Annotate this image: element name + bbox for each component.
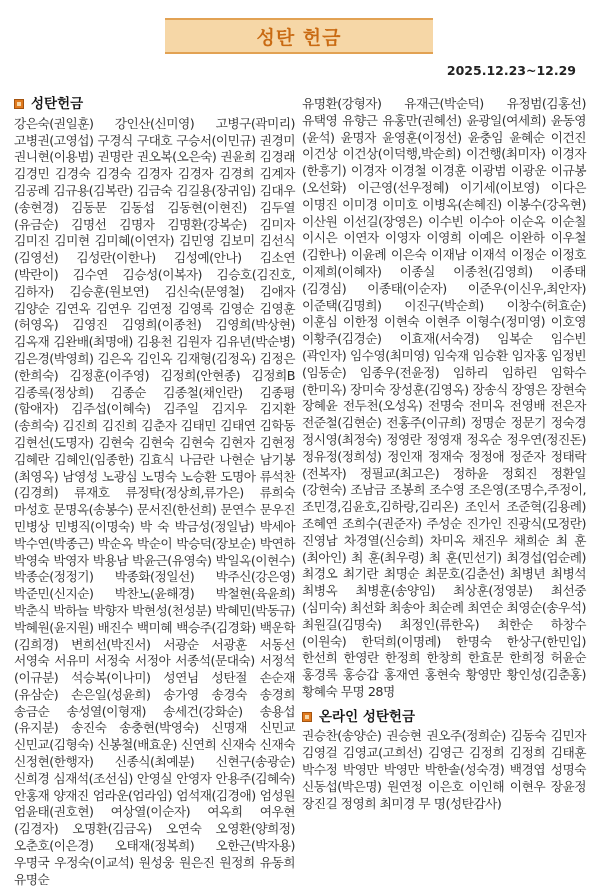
right-column <box>302 96 586 812</box>
section-heading-label: 성탄헌금 <box>31 96 84 112</box>
left-column <box>14 96 295 888</box>
square-bullet-icon <box>302 712 312 722</box>
donor-list-christmas-part1: 강은숙(권일훈) 강인산(신미영) 고병구(곽미리) 고병권(고영섭) 구경식 구대호 구승서(이민규) 권경미 권니현(이용범) 권명란 권오복(오은숙) 권윤희 김경래 김경민 김경숙 김경숙 김경자 김경자 김경희 김계자 김공례 김규용(김복란) 김금숙 김길용(장귀임) 김대우(송현경) 김동문 김동섭 김동현(이현진) 김두열(유금순) 김명선 김명자 김명환(강복순) 김미자 김미진 김미현 김미혜(이연자) 김민영 김보미 김선식(김영선) 김성란(이한나) 김성예(안나) 김소연(박란이) 김수연 김승성(이복자) 김승호(김진호,김하자) 김승훈(원보연) 김신숙(문영철) 김애자 김양순 김연옥 김연우 김연정 김영록 김영순 김영훈(허영옥) 김영진 김영희(이종천) 김영희(박상현) 김옥재 김완배(최명애) 김용천 김원자 김유년(박순병) 김은경(박영희) 김은옥 김인옥 김재형(김정옥) 김정은(한희숙) 김정훈(이주영) 김정희(안현종) 김정희B 김종록(정상희) 김종순 김종철(채인란) 김종평(함애자) 김주섭(이혜숙) 김주일 김지우 김지환(송희숙) 김진희 김진희 김춘자 김태민 김태연 김학동 김현선(도명자) 김현숙 김현숙 김현숙 김현자 김현정 김혜란 김혜인(임종한) 김효식 나금란 나현순 남기봉(최영옥) 남영성 노광심 노명숙 노승환 도명아 류석찬(김경희) 류재호 류정탁(정상희,류가은) 류희숙 마성호 문명옥(송봉수) 문서진(한선희) 문연수 문우진 민병상 민병직(이명숙) 박 숙 박금성(정일남) 박세아 박수연(박종근) 박순옥 박순이 박승덕(장보순) 박연하 박영숙 박영자 박용남 박윤근(유영숙) 박일옥(이현수) 박종순(정정기) 박종화(정일선) 박주신(강은영) 박준민(신지순) 박찬노(윤해경) 박철현(육윤희) 박춘식 박하늘 박향자 박현성(천성분) 박혜민(박동규) 박혜원(윤지원) 배진수 백미혜 백승주(김경화) 백운학(김희경) 변희선(박진서) 서광순 서광훈 서동선 서영숙 서유미 서정숙 서정아 서종석(문대숙) 서정석(이규분) 석승복(이나미) 성연님 성탄절 손순재(유삼순) 손은일(성윤희) 송가영 송경숙 송경희 송금순 송성열(이형재) 송세건(강화순) 송용섭(유지분) 송진숙 송충현(박영숙) 신명재 신민교 신민교(김형숙) 신봉철(배효운) 신연희 신재숙 신재숙 신정현(한행자) 신종식(최예분) 신현구(송광순) 신희경 심재석(조선심) 안영실 안영자 안용주(김혜숙) 안홍재 양재진 엄라운(엄라임) 엄석재(김경애) 엄성원 엄윤태(권호현) 여상열(이순자) 여옥희 여우현(김경자) 오명환(김금옥) 오연숙 오영환(양희정) 오춘호(이은경) 오태재(정복희) 오한근(박자용) 우명국 우정숙(이교석) 원성웅 원은진 원정희 유동희 유명순 <box>14 115 295 887</box>
page-title: 성탄 헌금 <box>256 26 342 49</box>
section-heading-christmas <box>14 96 295 113</box>
donor-list-christmas-part2: 유명환(강형자) 유재근(박순덕) 유정범(김홍선) 유택영 유향근 유홍만(권혜선) 윤광일(여세희) 윤동영(윤석) 윤명자 윤영훈(이정선) 윤충임 윤혜순 이건진 이건상 이건상(이덕행,박순희) 이건행(최미자) 이경자(한흥기) 이경자 이경철 이경훈 이광범 이광운 이규봉(오선화) 이근영(선우정혜) 이기세(이보영) 이다은 이명진 이미경 이미호 이병옥(손혜진) 이봉수(강옥현) 이산원 이선길(장영은) 이수빈 이수아 이순옥 이순칠 이시은 이연자 이영자 이영희 이예은 이완하 이우철(김한나) 이윤례 이은숙 이재남 이재석 이정순 이정호 이제희(이혜자) 이종실 이종천(김영희) 이종태(김경심) 이종태(이순자) 이준우(이신우,최안자) 이준택(김명희) 이진구(박순희) 이창수(허효순) 이훈심 이한정 이현숙 이현주 이형수(정미영) 이호영 이황주(김경순) 이효재(서숙경) 임복순 임수빈(곽인자) 임수영(최미영) 임숙재 임승환 임자홍 임정빈(임동순) 임종우(전윤정) 임하리 임하린 임학수(한미옥) 장미숙 장성훈(김영옥) 장송식 장영은 장현숙 장혜윤 전두천(오성옥) 전명숙 전미옥 전영배 전은자 전준철(김현순) 전홍주(이규희) 정명순 정문기 정숙경 정시영(최정숙) 정영란 정영재 정옥순 정우연(정진돈) 정유정(정희성) 정인재 정재숙 정정애 정준자 정태락(전복자) 정필교(최고은) 정하윤 정회진 정환일(강현숙) 조남금 조봉희 조수영 조은영(조명수,주정이,조민경,김윤호,김하랑,김리온) 조인서 조준혁(김용례) 조혜연 조희수(권준자) 주성순 진가인 진광식(모정란) 진영남 차경열(신승희) 차미옥 채진우 채희순 최 훈(최아인) 최 훈(최우령) 최 훈(민선기) 최경섭(엄순례) 최경오 최기란 최명순 최문호(김춘선) 최병년 최병석 최병옥 최병훈(송양임) 최상훈(정영분) 최선중(심미숙) 최선화 최송아 최순례 최연순 최영순(송우석) 최원길(김명숙) 최정인(류한옥) 최한순 하창수(이원숙) 한덕희(이명례) 한명숙 한상구(한민입) 한선희 한영란 한정희 한창희 한효문 한희정 허윤순 홍경록 홍승갑 홍재연 홍현숙 황영만 황인성(김춘홍) 황혜숙 무명 28명 <box>302 96 586 699</box>
donor-list-online: 권승찬(송양순) 권승현 권오주(정희순) 김동숙 김민자 김영걸 김영교(고희선) 김영근 김정희 김정희 김태훈 박수정 박영만 박영만 박한솔(성숙경) 백경엽 성명숙 신동섭(박은명) 원연정 이은호 이인해 이현우 장윤정 장진길 정영희 최미경 무 명(성탄감사) <box>302 728 586 811</box>
square-bullet-icon <box>14 99 24 109</box>
section-heading-online <box>302 709 586 726</box>
date-range: 2025.12.23~12.29 <box>446 63 576 78</box>
title-banner <box>165 18 433 54</box>
section-heading-label: 온라인 성탄헌금 <box>319 708 415 725</box>
